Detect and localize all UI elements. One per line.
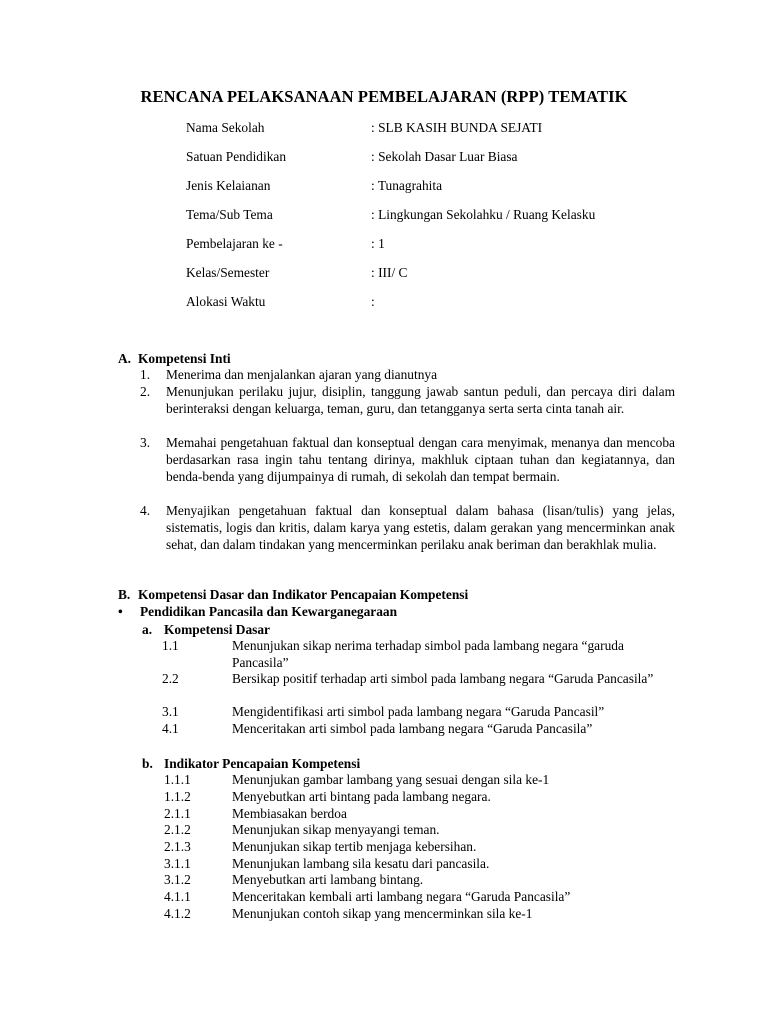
- sub-title: Kompetensi Dasar: [164, 622, 271, 637]
- indicator-text: Menunjukan lambang sila kesatu dari pancasila.: [232, 856, 490, 871]
- indicator-text: Menunjukan gambar lambang yang sesuai dengan sila ke-1: [232, 772, 550, 787]
- ki-text: Menerima dan menjalankan ajaran yang dianutnya: [166, 367, 438, 382]
- kd-text: Menceritakan arti simbol pada lambang negara “Garuda Pancasila”: [232, 721, 593, 736]
- section-letter: B.: [118, 587, 131, 602]
- document-title: RENCANA PELAKSANAAN PEMBELAJARAN (RPP) TEMATIK: [140, 87, 628, 106]
- kd-code: 2.2: [162, 671, 179, 686]
- indicator-text: Menunjukan contoh sikap yang mencerminkan sila ke-1: [232, 906, 533, 921]
- ki-number: 2.: [140, 384, 151, 399]
- subject-title: Pendidikan Pancasila dan Kewarganegaraan: [140, 604, 398, 619]
- ki-number: 1.: [140, 367, 151, 382]
- ki-item: [142, 435, 675, 485]
- kd-code: 4.1: [162, 721, 179, 736]
- indicator-text: Menunjukan sikap menyayangi teman.: [232, 822, 440, 837]
- ki-number: 3.: [140, 435, 151, 450]
- kd-text: Mengidentifikasi arti simbol pada lambang negara “Garuda Pancasil”: [232, 704, 605, 719]
- info-value: : Tunagrahita: [371, 178, 443, 193]
- ki-text: Memahai pengetahuan faktual dan konseptual dengan cara menyimak, menanya dan mencoba berdasarkan rasa ingin tahu tentang dirinya, makhluk ciptaan tuhan dan kegiatannya, dan benda-benda yang dijumpainya di rumah, di sekolah dan tempat bermain.: [166, 435, 675, 484]
- ki-number: 4.: [140, 503, 151, 518]
- indicator-code: 3.1.1: [164, 856, 191, 871]
- indicator-text: Membiasakan berdoa: [232, 806, 347, 821]
- info-value: :: [371, 294, 375, 309]
- section-title: Kompetensi Dasar dan Indikator Pencapaian Kompetensi: [138, 587, 469, 602]
- info-value: : III/ C: [371, 265, 408, 280]
- ki-item: [142, 503, 675, 553]
- info-label: Tema/Sub Tema: [186, 207, 273, 222]
- indicator-code: 4.1.2: [164, 906, 191, 921]
- ki-item: [142, 367, 675, 384]
- bullet-icon: •: [118, 604, 123, 619]
- ki-item: [142, 384, 675, 418]
- indicator-code: 3.1.2: [164, 872, 191, 887]
- indicator-text: Menyebutkan arti bintang pada lambang negara.: [232, 789, 491, 804]
- info-label: Nama Sekolah: [186, 120, 265, 135]
- kd-text: Menunjukan sikap nerima terhadap simbol pada lambang negara “garuda Pancasila”: [232, 638, 624, 670]
- sub-title: Indikator Pencapaian Kompetensi: [164, 756, 361, 771]
- indicator-text: Menyebutkan arti lambang bintang.: [232, 872, 424, 887]
- info-value: : Lingkungan Sekolahku / Ruang Kelasku: [371, 207, 596, 222]
- indicator-code: 2.1.1: [164, 806, 191, 821]
- info-value: : Sekolah Dasar Luar Biasa: [371, 149, 518, 164]
- indicator-text: Menceritakan kembali arti lambang negara “Garuda Pancasila”: [232, 889, 571, 904]
- indicator-code: 1.1.2: [164, 789, 191, 804]
- kd-text: Bersikap positif terhadap arti simbol pada lambang negara “Garuda Pancasila”: [232, 671, 654, 686]
- indicator-code: 1.1.1: [164, 772, 191, 787]
- kd-code: 3.1: [162, 704, 179, 719]
- kd-code: 1.1: [162, 638, 179, 653]
- info-label: Kelas/Semester: [186, 265, 270, 280]
- ki-text: Menunjukan perilaku jujur, disiplin, tanggung jawab santun peduli, dan percaya diri dalam berinteraksi dengan keluarga, teman, guru, dan tetangganya serta serta cinta tanah air.: [166, 384, 675, 416]
- info-value: : 1: [371, 236, 385, 251]
- info-value: : SLB KASIH BUNDA SEJATI: [371, 120, 543, 135]
- indicator-code: 2.1.3: [164, 839, 191, 854]
- indicator-text: Menunjukan sikap tertib menjaga kebersihan.: [232, 839, 477, 854]
- info-label: Satuan Pendidikan: [186, 149, 287, 164]
- sub-letter: b.: [142, 756, 153, 771]
- indicator-code: 4.1.1: [164, 889, 191, 904]
- info-label: Alokasi Waktu: [186, 294, 266, 309]
- info-label: Jenis Kelaianan: [186, 178, 271, 193]
- info-label: Pembelajaran ke -: [186, 236, 283, 251]
- section-title: Kompetensi Inti: [138, 351, 231, 366]
- indicator-code: 2.1.2: [164, 822, 191, 837]
- sub-letter: a.: [142, 622, 153, 637]
- section-letter: A.: [118, 351, 132, 366]
- ki-text: Menyajikan pengetahuan faktual dan konseptual dalam bahasa (lisan/tulis) yang jelas, sistematis, logis dan kritis, dalam karya yang estetis, dalam gerakan yang mencerminkan anak sehat, dan dalam tindakan yang mencerminkan perilaku anak beriman dan berakhlak mulia.: [166, 503, 675, 552]
